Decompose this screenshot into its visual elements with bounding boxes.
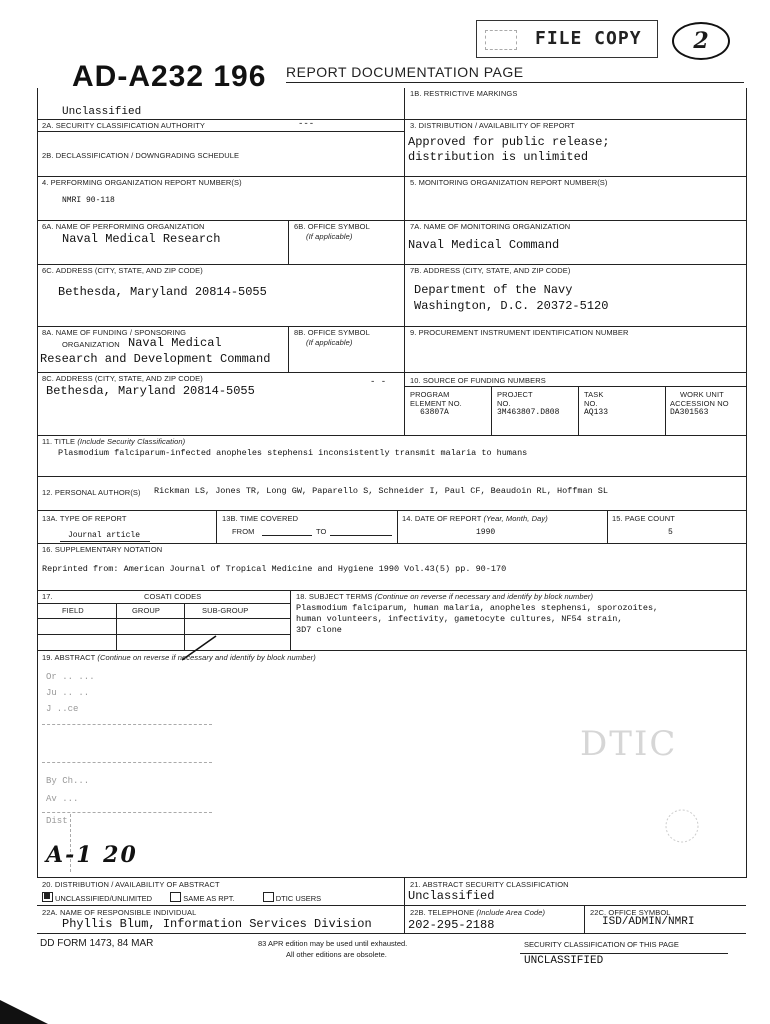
work-unit-h2: ACCESSION NO <box>670 399 729 408</box>
rule-11 <box>37 510 746 511</box>
procurement-number-label: 9. PROCUREMENT INSTRUMENT IDENTIFICATION NUMBER <box>410 328 629 337</box>
rule-17-row1 <box>37 618 290 619</box>
abstract-distribution-label: 20. DISTRIBUTION / AVAILABILITY OF ABSTRACT <box>42 880 220 889</box>
faded-line-3: J ..ce <box>46 704 79 714</box>
page-count-label: 15. PAGE COUNT <box>612 514 675 523</box>
rule-9 <box>37 435 746 436</box>
time-covered-label: 13B. TIME COVERED <box>222 514 299 523</box>
telephone-label-text: 22B. TELEPHONE <box>410 908 475 917</box>
faded-line-2: Ju .. .. <box>46 688 90 698</box>
distribution-line-2: distribution is unlimited <box>408 150 589 164</box>
cosati-group: GROUP <box>132 606 161 615</box>
responsible-individual-value: Phyllis Blum, Information Services Division <box>62 917 372 931</box>
form-number: DD FORM 1473, 84 MAR <box>40 938 154 949</box>
scan-corner-artifact <box>0 1000 50 1024</box>
subject-terms-line-3: 3D7 clone <box>296 625 342 635</box>
restrictive-markings-label: 1B. RESTRICTIVE MARKINGS <box>410 89 518 98</box>
cosati-number: 17. <box>42 592 53 601</box>
subject-terms-label-sub: (Continue on reverse if necessary and identify by block number) <box>374 592 594 601</box>
report-date-label-text: 14. DATE OF REPORT <box>402 514 482 523</box>
abstract-classification-label: 21. ABSTRACT SECURITY CLASSIFICATION <box>410 880 569 889</box>
vdiv-10c <box>665 386 666 435</box>
vdiv-22c <box>584 905 585 933</box>
rule-2 <box>37 131 404 132</box>
abstract-label-text: 19. ABSTRACT <box>42 653 96 662</box>
rule-6 <box>37 326 746 327</box>
classification-authority-label: 2A. SECURITY CLASSIFICATION AUTHORITY <box>42 121 206 130</box>
faded-accession-box <box>40 664 218 874</box>
report-date-label-sub: (Year, Month, Day) <box>483 514 548 523</box>
monitoring-address-line-2: Washington, D.C. 20372-5120 <box>414 299 609 313</box>
office-symbol-6b-label: 6B. OFFICE SYMBOL <box>294 222 370 231</box>
dtic-faded-stamp: DTIC <box>580 724 678 764</box>
report-type-underline <box>60 541 150 542</box>
funding-address-value: Bethesda, Maryland 20814-5055 <box>46 384 255 398</box>
unclassified-unlimited-checkbox[interactable] <box>42 892 53 902</box>
edition-note-2: All other editions are obsolete. <box>286 950 387 959</box>
distribution-line-1: Approved for public release; <box>408 135 610 149</box>
subject-terms-label-text: 18. SUBJECT TERMS <box>296 592 373 601</box>
monitoring-address-label: 7B. ADDRESS (CITY, STATE, AND ZIP CODE) <box>410 266 571 275</box>
cosati-title: COSATI CODES <box>144 592 202 601</box>
abstract-label-sub: (Continue on reverse if necessary and identify by block number) <box>97 653 316 662</box>
funding-numbers-label: 10. SOURCE OF FUNDING NUMBERS <box>410 376 546 385</box>
task-no-value: AQ133 <box>584 408 609 417</box>
monitoring-org-value: Naval Medical Command <box>408 238 560 252</box>
report-date-value: 1990 <box>476 528 496 537</box>
report-id: AD-A232 196 <box>72 60 267 93</box>
project-no-h2: NO. <box>497 399 511 408</box>
responsible-individual-label: 22A. NAME OF RESPONSIBLE INDIVIDUAL <box>42 908 197 917</box>
rule-8 <box>404 386 746 387</box>
faded-rule-1 <box>42 724 212 725</box>
rule-3 <box>37 176 746 177</box>
vdiv-14 <box>397 510 398 543</box>
cosati-field: FIELD <box>62 606 84 615</box>
vdiv-10a <box>491 386 492 435</box>
declassification-label: 2B. DECLASSIFICATION / DOWNGRADING SCHEDULE <box>42 151 240 160</box>
stamp-text: FILE COPY <box>535 28 642 49</box>
vdiv-15 <box>607 510 608 543</box>
stamp-box-faded <box>485 30 517 50</box>
report-type-value: Journal article <box>68 531 141 540</box>
rule-17-row2 <box>37 634 290 635</box>
supplementary-label: 16. SUPPLEMENTARY NOTATION <box>42 545 163 554</box>
unclassified-unlimited-label: UNCLASSIFIED/UNLIMITED <box>55 894 153 903</box>
form-left-border <box>37 88 38 878</box>
form-right-border <box>746 88 747 878</box>
task-no-h1: TASK <box>584 390 604 399</box>
rule-1 <box>37 119 746 120</box>
faded-rule-3 <box>42 812 212 813</box>
rule-4 <box>37 220 746 221</box>
vdiv-17 <box>290 590 291 650</box>
report-date-label <box>402 514 548 523</box>
rule-14 <box>37 650 746 651</box>
rule-12 <box>37 543 746 544</box>
funding-org-label-2: ORGANIZATION <box>62 340 120 349</box>
classification-authority-value: --- <box>298 119 315 129</box>
title-value: Plasmodium falciparum-infected anopheles stephensi inconsistently transmit malaria to humans <box>58 448 528 458</box>
dtic-users-label: DTIC USERS <box>275 894 322 903</box>
office-symbol-22c-value: ISD/ADMIN/NMRI <box>602 916 695 928</box>
funding-org-value-2: Research and Development Command <box>40 352 271 366</box>
security-classification-value: Unclassified <box>62 106 142 118</box>
page-count-value: 5 <box>668 528 673 537</box>
program-element-h1: PROGRAM <box>410 390 450 399</box>
faded-dist-label: Dist <box>46 816 68 826</box>
authors-label: 12. PERSONAL AUTHOR(S) <box>42 488 141 497</box>
title-label <box>42 437 185 446</box>
program-element-value: 63807A <box>420 408 449 417</box>
same-as-rpt-label: SAME AS RPT. <box>183 894 235 903</box>
funding-org-label-1: 8A. NAME OF FUNDING / SPONSORING <box>42 328 187 337</box>
subject-terms-line-1: Plasmodium falciparum, human malaria, anopheles stephensi, sporozoites, <box>296 603 659 613</box>
office-symbol-8b-sub: (If applicable) <box>306 338 353 347</box>
performing-org-value: Naval Medical Research <box>62 232 221 246</box>
work-unit-h1: WORK UNIT <box>680 390 724 399</box>
rule-17-head <box>37 603 290 604</box>
rule-13 <box>37 590 746 591</box>
subject-terms-line-2: human volunteers, infectivity, gametocyte cultures, NF54 strain, <box>296 614 623 624</box>
task-no-h2: NO. <box>584 399 598 408</box>
faded-seal-mark <box>660 806 704 846</box>
same-as-rpt-checkbox[interactable] <box>170 892 181 902</box>
funding-org-value-1: Naval Medical <box>128 336 222 350</box>
rule-7 <box>37 372 746 373</box>
monitoring-org-label: 7A. NAME OF MONITORING ORGANIZATION <box>410 222 571 231</box>
vdiv-6b <box>288 220 289 264</box>
faded-rule-2 <box>42 762 212 763</box>
performing-org-label: 6A. NAME OF PERFORMING ORGANIZATION <box>42 222 205 231</box>
project-no-value: 3M463807.D808 <box>497 408 560 417</box>
performing-report-number-label: 4. PERFORMING ORGANIZATION REPORT NUMBER(S) <box>42 178 242 187</box>
rule-15 <box>37 877 746 878</box>
office-symbol-6b-sub: (If applicable) <box>306 232 353 241</box>
page-classification-rule <box>520 953 728 954</box>
dtic-users-checkbox[interactable] <box>263 892 274 902</box>
authors-value: Rickman LS, Jones TR, Long GW, Paparello S, Schneider I, Paul CF, Beaudoin RL, Hoffman SL <box>154 486 608 496</box>
copy-number: 2 <box>693 28 709 54</box>
office-symbol-8b-label: 8B. OFFICE SYMBOL <box>294 328 370 337</box>
supplementary-value: Reprinted from: American Journal of Tropical Medicine and Hygiene 1990 Vol.43(5) pp. 90-170 <box>42 564 507 574</box>
cosati-subgroup: SUB-GROUP <box>202 606 249 615</box>
page-classification-label: SECURITY CLASSIFICATION OF THIS PAGE <box>524 940 679 949</box>
rule-10 <box>37 476 746 477</box>
program-element-h2: ELEMENT NO. <box>410 399 462 408</box>
time-covered-to: TO <box>316 527 327 536</box>
copy-number-circle <box>672 22 730 60</box>
telephone-label-sub: (Include Area Code) <box>476 908 546 917</box>
monitoring-report-number-label: 5. MONITORING ORGANIZATION REPORT NUMBER(S) <box>410 178 608 187</box>
page-title: REPORT DOCUMENTATION PAGE <box>286 64 524 80</box>
funding-address-dash: - - <box>370 377 387 387</box>
file-copy-stamp <box>476 20 658 58</box>
page-classification-value: UNCLASSIFIED <box>524 955 604 967</box>
performing-report-number-value: NMRI 90-118 <box>62 196 115 205</box>
vdiv-10b <box>578 386 579 435</box>
title-label-sub: (Include Security Classification) <box>77 437 186 446</box>
project-no-h1: PROJECT <box>497 390 533 399</box>
rule-17 <box>37 933 746 934</box>
vdiv-20 <box>404 877 405 933</box>
title-label-text: 11. TITLE <box>42 437 76 446</box>
title-underline <box>286 82 744 83</box>
abstract-classification-value: Unclassified <box>408 889 495 903</box>
abstract-distribution-options <box>42 892 321 903</box>
subject-terms-label <box>296 592 593 601</box>
faded-line-5: Av ... <box>46 794 79 804</box>
edition-note-1: 83 APR edition may be used until exhausted. <box>258 939 408 948</box>
time-to-line <box>330 535 392 536</box>
distribution-label: 3. DISTRIBUTION / AVAILABILITY OF REPORT <box>410 121 575 130</box>
vdiv-8b <box>288 326 289 372</box>
handwritten-a1-20: A-1 20 <box>46 842 138 868</box>
center-divider-top <box>404 88 405 435</box>
abstract-label <box>42 653 316 662</box>
report-type-label: 13A. TYPE OF REPORT <box>42 514 127 523</box>
monitoring-address-line-1: Department of the Navy <box>414 283 573 297</box>
faded-line-1: Or .. ... <box>46 672 95 682</box>
telephone-value: 202-295-2188 <box>408 918 495 932</box>
faded-line-4: By Ch... <box>46 776 90 786</box>
rule-16 <box>37 905 746 906</box>
office-symbol-22c-label: 22C. OFFICE SYMBOL <box>590 908 671 917</box>
work-unit-value: DA301563 <box>670 408 709 417</box>
funding-address-label: 8C. ADDRESS (CITY, STATE, AND ZIP CODE) <box>42 374 203 383</box>
rule-5 <box>37 264 746 265</box>
vdiv-17a <box>116 603 117 650</box>
time-from-line <box>262 535 312 536</box>
telephone-label <box>410 908 545 917</box>
performing-address-value: Bethesda, Maryland 20814-5055 <box>58 285 267 299</box>
performing-address-label: 6C. ADDRESS (CITY, STATE, AND ZIP CODE) <box>42 266 203 275</box>
vdiv-13b <box>216 510 217 543</box>
time-covered-from: FROM <box>232 527 255 536</box>
